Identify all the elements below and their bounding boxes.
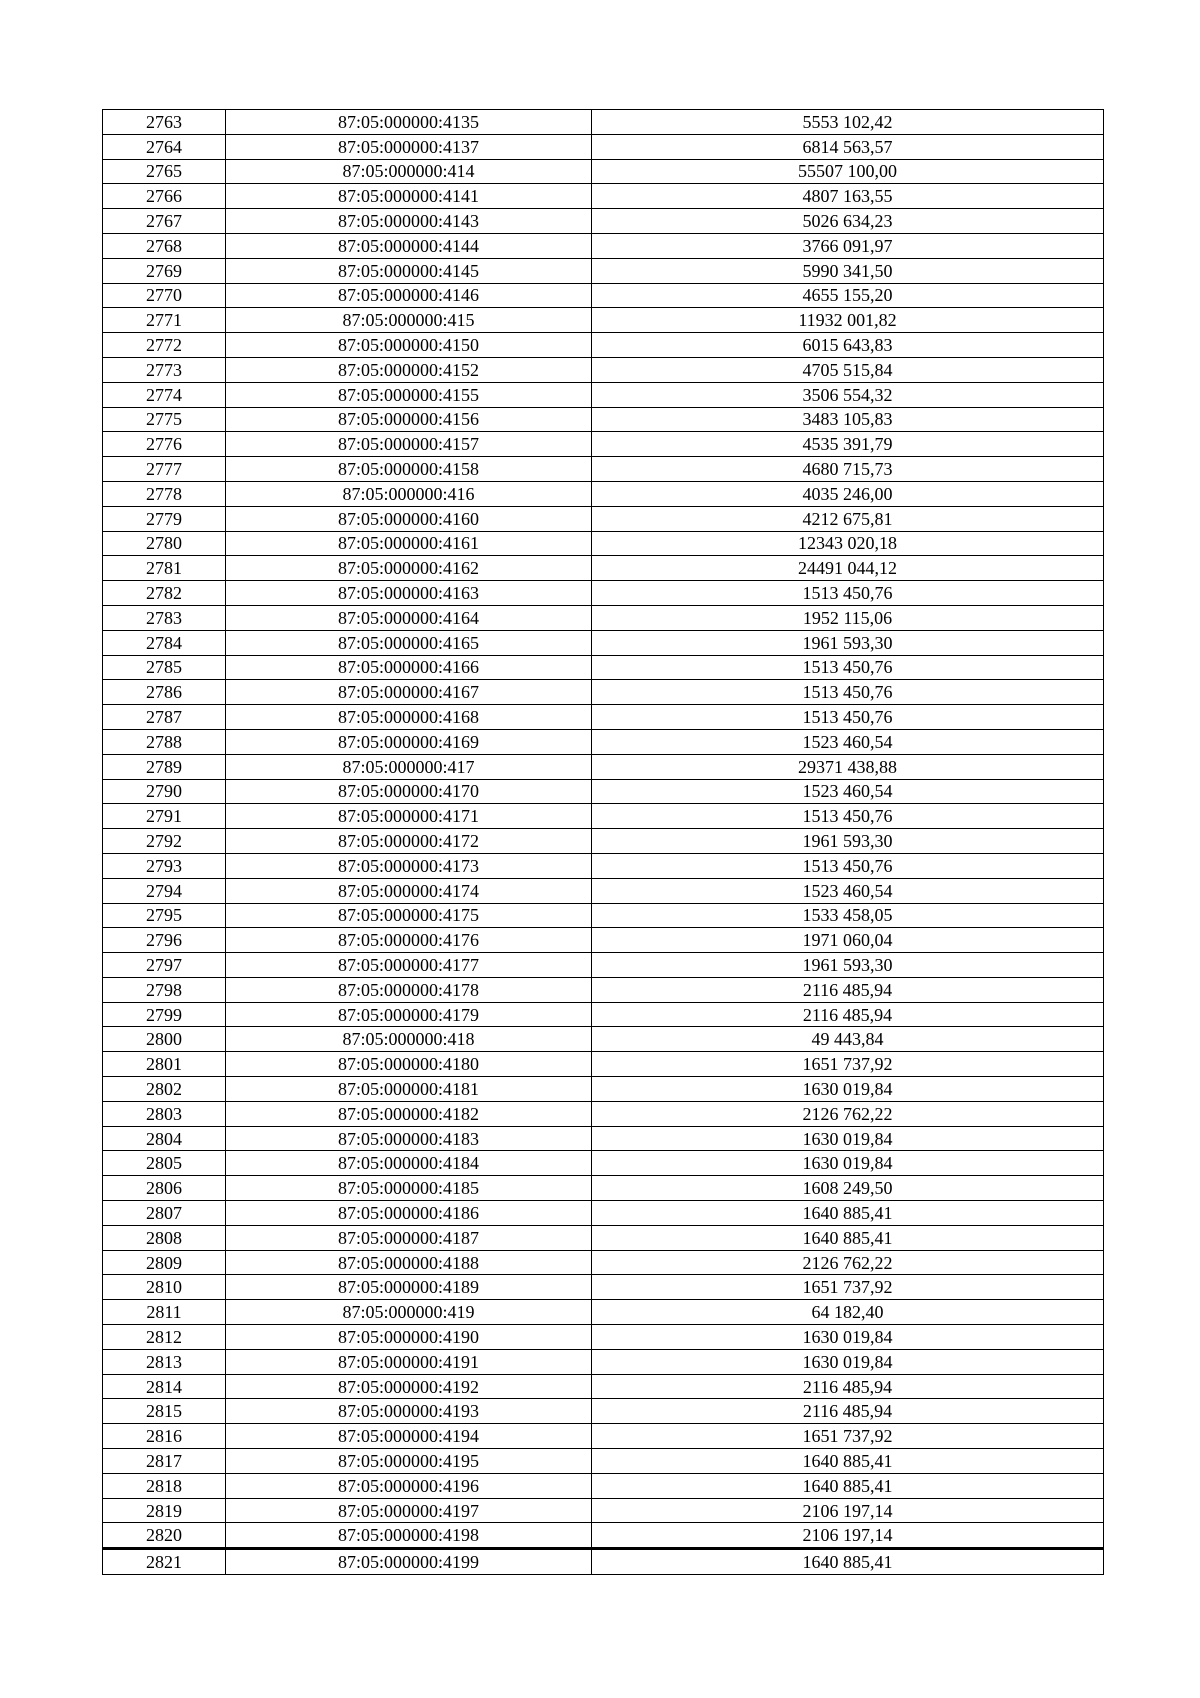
row-number-cell: 2792 [103,829,226,854]
cadastral-number-cell: 87:05:000000:4184 [226,1151,592,1176]
cadastral-number-cell: 87:05:000000:4199 [226,1549,592,1575]
table-row [103,1523,1104,1549]
row-number-cell: 2785 [103,655,226,680]
cadastral-number-cell: 87:05:000000:4143 [226,209,592,234]
cadastral-value-cell: 1513 450,76 [592,804,1104,829]
table-row [103,1052,1104,1077]
table-row [103,556,1104,581]
cadastral-value-cell: 1651 737,92 [592,1424,1104,1449]
row-number-cell: 2788 [103,729,226,754]
cadastral-number-cell: 87:05:000000:4164 [226,605,592,630]
table-row [103,457,1104,482]
cadastral-value-cell: 1961 593,30 [592,953,1104,978]
row-number-cell: 2783 [103,605,226,630]
cadastral-value-cell: 2116 485,94 [592,977,1104,1002]
table-row [103,853,1104,878]
table-row [103,382,1104,407]
table-row [103,1549,1104,1575]
row-number-cell: 2800 [103,1027,226,1052]
cadastral-number-cell: 87:05:000000:4191 [226,1349,592,1374]
table-body [103,110,1104,1575]
table-row [103,233,1104,258]
cadastral-value-cell: 2116 485,94 [592,1399,1104,1424]
cadastral-number-cell: 87:05:000000:4176 [226,928,592,953]
cadastral-number-cell: 87:05:000000:4189 [226,1275,592,1300]
table-row [103,1300,1104,1325]
cadastral-value-cell: 1651 737,92 [592,1275,1104,1300]
row-number-cell: 2782 [103,581,226,606]
cadastral-value-table [102,109,1104,1575]
cadastral-value-cell: 1630 019,84 [592,1349,1104,1374]
table-row [103,1424,1104,1449]
cadastral-value-cell: 11932 001,82 [592,308,1104,333]
row-number-cell: 2818 [103,1473,226,1498]
cadastral-number-cell: 87:05:000000:4160 [226,506,592,531]
row-number-cell: 2779 [103,506,226,531]
table-row [103,1325,1104,1350]
cadastral-number-cell: 87:05:000000:414 [226,159,592,184]
cadastral-number-cell: 87:05:000000:4162 [226,556,592,581]
row-number-cell: 2771 [103,308,226,333]
cadastral-value-cell: 1640 885,41 [592,1449,1104,1474]
cadastral-value-cell: 1630 019,84 [592,1325,1104,1350]
cadastral-value-cell: 5026 634,23 [592,209,1104,234]
cadastral-number-cell: 87:05:000000:4195 [226,1449,592,1474]
cadastral-value-cell: 24491 044,12 [592,556,1104,581]
row-number-cell: 2814 [103,1374,226,1399]
table-row [103,134,1104,159]
cadastral-number-cell: 87:05:000000:4188 [226,1250,592,1275]
row-number-cell: 2790 [103,779,226,804]
row-number-cell: 2803 [103,1101,226,1126]
table-row [103,1225,1104,1250]
cadastral-number-cell: 87:05:000000:4174 [226,878,592,903]
cadastral-number-cell: 87:05:000000:4194 [226,1424,592,1449]
row-number-cell: 2787 [103,705,226,730]
cadastral-number-cell: 87:05:000000:4167 [226,680,592,705]
cadastral-number-cell: 87:05:000000:4192 [226,1374,592,1399]
cadastral-value-cell: 1513 450,76 [592,581,1104,606]
cadastral-number-cell: 87:05:000000:4168 [226,705,592,730]
cadastral-number-cell: 87:05:000000:4170 [226,779,592,804]
cadastral-value-cell: 1961 593,30 [592,829,1104,854]
cadastral-number-cell: 87:05:000000:4175 [226,903,592,928]
cadastral-number-cell: 87:05:000000:4146 [226,283,592,308]
cadastral-value-cell: 3506 554,32 [592,382,1104,407]
table-row [103,1374,1104,1399]
cadastral-value-cell: 3766 091,97 [592,233,1104,258]
row-number-cell: 2819 [103,1498,226,1523]
row-number-cell: 2806 [103,1176,226,1201]
cadastral-value-cell: 4535 391,79 [592,432,1104,457]
cadastral-number-cell: 87:05:000000:415 [226,308,592,333]
cadastral-value-cell: 2106 197,14 [592,1498,1104,1523]
row-number-cell: 2773 [103,357,226,382]
table-row [103,1151,1104,1176]
row-number-cell: 2774 [103,382,226,407]
cadastral-value-cell: 4807 163,55 [592,184,1104,209]
cadastral-value-cell: 55507 100,00 [592,159,1104,184]
cadastral-number-cell: 87:05:000000:417 [226,754,592,779]
cadastral-number-cell: 87:05:000000:4137 [226,134,592,159]
table-row [103,357,1104,382]
cadastral-value-cell: 1523 460,54 [592,878,1104,903]
row-number-cell: 2802 [103,1077,226,1102]
table-row [103,705,1104,730]
row-number-cell: 2817 [103,1449,226,1474]
table-row [103,333,1104,358]
cadastral-value-cell: 2126 762,22 [592,1250,1104,1275]
cadastral-number-cell: 87:05:000000:4197 [226,1498,592,1523]
cadastral-number-cell: 87:05:000000:4183 [226,1126,592,1151]
cadastral-value-cell: 1523 460,54 [592,779,1104,804]
cadastral-number-cell: 87:05:000000:4158 [226,457,592,482]
cadastral-number-cell: 87:05:000000:4186 [226,1201,592,1226]
cadastral-number-cell: 87:05:000000:418 [226,1027,592,1052]
row-number-cell: 2765 [103,159,226,184]
row-number-cell: 2786 [103,680,226,705]
cadastral-value-cell: 12343 020,18 [592,531,1104,556]
row-number-cell: 2816 [103,1424,226,1449]
cadastral-number-cell: 87:05:000000:4135 [226,110,592,135]
cadastral-number-cell: 87:05:000000:4163 [226,581,592,606]
row-number-cell: 2767 [103,209,226,234]
row-number-cell: 2799 [103,1002,226,1027]
row-number-cell: 2793 [103,853,226,878]
cadastral-number-cell: 87:05:000000:4141 [226,184,592,209]
table-row [103,308,1104,333]
row-number-cell: 2768 [103,233,226,258]
cadastral-value-cell: 1651 737,92 [592,1052,1104,1077]
cadastral-number-cell: 87:05:000000:4193 [226,1399,592,1424]
table-row [103,1126,1104,1151]
row-number-cell: 2794 [103,878,226,903]
row-number-cell: 2801 [103,1052,226,1077]
row-number-cell: 2808 [103,1225,226,1250]
row-number-cell: 2813 [103,1349,226,1374]
cadastral-value-cell: 1952 115,06 [592,605,1104,630]
cadastral-number-cell: 87:05:000000:4177 [226,953,592,978]
cadastral-value-cell: 4680 715,73 [592,457,1104,482]
cadastral-number-cell: 87:05:000000:419 [226,1300,592,1325]
cadastral-number-cell: 87:05:000000:416 [226,481,592,506]
row-number-cell: 2807 [103,1201,226,1226]
table-row [103,779,1104,804]
table-row [103,1449,1104,1474]
row-number-cell: 2796 [103,928,226,953]
row-number-cell: 2815 [103,1399,226,1424]
cadastral-number-cell: 87:05:000000:4145 [226,258,592,283]
row-number-cell: 2798 [103,977,226,1002]
table-row [103,829,1104,854]
row-number-cell: 2778 [103,481,226,506]
table-row [103,481,1104,506]
table-row [103,1077,1104,1102]
table-row [103,1399,1104,1424]
cadastral-value-cell: 4655 155,20 [592,283,1104,308]
row-number-cell: 2812 [103,1325,226,1350]
cadastral-value-cell: 4035 246,00 [592,481,1104,506]
cadastral-number-cell: 87:05:000000:4155 [226,382,592,407]
cadastral-value-cell: 1533 458,05 [592,903,1104,928]
cadastral-number-cell: 87:05:000000:4173 [226,853,592,878]
row-number-cell: 2772 [103,333,226,358]
cadastral-number-cell: 87:05:000000:4169 [226,729,592,754]
cadastral-number-cell: 87:05:000000:4172 [226,829,592,854]
table-row [103,1027,1104,1052]
cadastral-value-cell: 1640 885,41 [592,1225,1104,1250]
cadastral-value-cell: 1640 885,41 [592,1201,1104,1226]
cadastral-value-cell: 2106 197,14 [592,1523,1104,1549]
table-row [103,655,1104,680]
table-row [103,605,1104,630]
row-number-cell: 2811 [103,1300,226,1325]
table-row [103,1101,1104,1126]
cadastral-number-cell: 87:05:000000:4180 [226,1052,592,1077]
cadastral-number-cell: 87:05:000000:4185 [226,1176,592,1201]
row-number-cell: 2809 [103,1250,226,1275]
table-row [103,680,1104,705]
cadastral-value-cell: 2116 485,94 [592,1374,1104,1399]
cadastral-value-cell: 4705 515,84 [592,357,1104,382]
cadastral-value-cell: 49 443,84 [592,1027,1104,1052]
cadastral-value-cell: 2126 762,22 [592,1101,1104,1126]
table-row [103,1498,1104,1523]
cadastral-value-cell: 1971 060,04 [592,928,1104,953]
cadastral-value-cell: 1961 593,30 [592,630,1104,655]
cadastral-number-cell: 87:05:000000:4157 [226,432,592,457]
cadastral-value-cell: 1640 885,41 [592,1473,1104,1498]
table-row [103,953,1104,978]
cadastral-value-cell: 1630 019,84 [592,1077,1104,1102]
table-row [103,878,1104,903]
cadastral-number-cell: 87:05:000000:4179 [226,1002,592,1027]
table-row [103,110,1104,135]
cadastral-number-cell: 87:05:000000:4181 [226,1077,592,1102]
table-row [103,1275,1104,1300]
row-number-cell: 2804 [103,1126,226,1151]
row-number-cell: 2776 [103,432,226,457]
table-row [103,531,1104,556]
row-number-cell: 2789 [103,754,226,779]
row-number-cell: 2784 [103,630,226,655]
cadastral-value-cell: 1640 885,41 [592,1549,1104,1575]
cadastral-value-cell: 1513 450,76 [592,655,1104,680]
table-row [103,1201,1104,1226]
cadastral-number-cell: 87:05:000000:4190 [226,1325,592,1350]
cadastral-number-cell: 87:05:000000:4178 [226,977,592,1002]
cadastral-value-cell: 1523 460,54 [592,729,1104,754]
row-number-cell: 2797 [103,953,226,978]
cadastral-value-cell: 4212 675,81 [592,506,1104,531]
cadastral-value-cell: 1608 249,50 [592,1176,1104,1201]
table-row [103,1473,1104,1498]
cadastral-number-cell: 87:05:000000:4166 [226,655,592,680]
cadastral-value-cell: 5553 102,42 [592,110,1104,135]
row-number-cell: 2821 [103,1549,226,1575]
table-row [103,432,1104,457]
row-number-cell: 2780 [103,531,226,556]
cadastral-number-cell: 87:05:000000:4198 [226,1523,592,1549]
table-row [103,159,1104,184]
cadastral-number-cell: 87:05:000000:4196 [226,1473,592,1498]
table-row [103,1002,1104,1027]
row-number-cell: 2777 [103,457,226,482]
cadastral-number-cell: 87:05:000000:4171 [226,804,592,829]
table-row [103,977,1104,1002]
cadastral-value-cell: 1630 019,84 [592,1151,1104,1176]
row-number-cell: 2781 [103,556,226,581]
table-row [103,283,1104,308]
cadastral-number-cell: 87:05:000000:4144 [226,233,592,258]
cadastral-number-cell: 87:05:000000:4161 [226,531,592,556]
cadastral-value-cell: 1513 450,76 [592,680,1104,705]
cadastral-value-cell: 64 182,40 [592,1300,1104,1325]
cadastral-value-cell: 1513 450,76 [592,705,1104,730]
table-row [103,184,1104,209]
table-row [103,804,1104,829]
row-number-cell: 2763 [103,110,226,135]
row-number-cell: 2791 [103,804,226,829]
row-number-cell: 2795 [103,903,226,928]
row-number-cell: 2769 [103,258,226,283]
row-number-cell: 2770 [103,283,226,308]
cadastral-value-cell: 6015 643,83 [592,333,1104,358]
row-number-cell: 2805 [103,1151,226,1176]
table-row [103,581,1104,606]
row-number-cell: 2766 [103,184,226,209]
table-row [103,903,1104,928]
cadastral-value-cell: 1513 450,76 [592,853,1104,878]
cadastral-number-cell: 87:05:000000:4182 [226,1101,592,1126]
table-row [103,729,1104,754]
table-row [103,1250,1104,1275]
table-row [103,1176,1104,1201]
cadastral-value-cell: 2116 485,94 [592,1002,1104,1027]
cadastral-value-cell: 3483 105,83 [592,407,1104,432]
table-row [103,928,1104,953]
table-row [103,258,1104,283]
table-row [103,506,1104,531]
cadastral-value-cell: 5990 341,50 [592,258,1104,283]
row-number-cell: 2820 [103,1523,226,1549]
cadastral-number-cell: 87:05:000000:4150 [226,333,592,358]
cadastral-number-cell: 87:05:000000:4156 [226,407,592,432]
table-row [103,407,1104,432]
table-row [103,630,1104,655]
row-number-cell: 2810 [103,1275,226,1300]
cadastral-number-cell: 87:05:000000:4187 [226,1225,592,1250]
cadastral-number-cell: 87:05:000000:4152 [226,357,592,382]
table-row [103,754,1104,779]
table-row [103,1349,1104,1374]
cadastral-number-cell: 87:05:000000:4165 [226,630,592,655]
cadastral-value-cell: 6814 563,57 [592,134,1104,159]
row-number-cell: 2764 [103,134,226,159]
table-row [103,209,1104,234]
row-number-cell: 2775 [103,407,226,432]
cadastral-value-cell: 29371 438,88 [592,754,1104,779]
cadastral-value-cell: 1630 019,84 [592,1126,1104,1151]
